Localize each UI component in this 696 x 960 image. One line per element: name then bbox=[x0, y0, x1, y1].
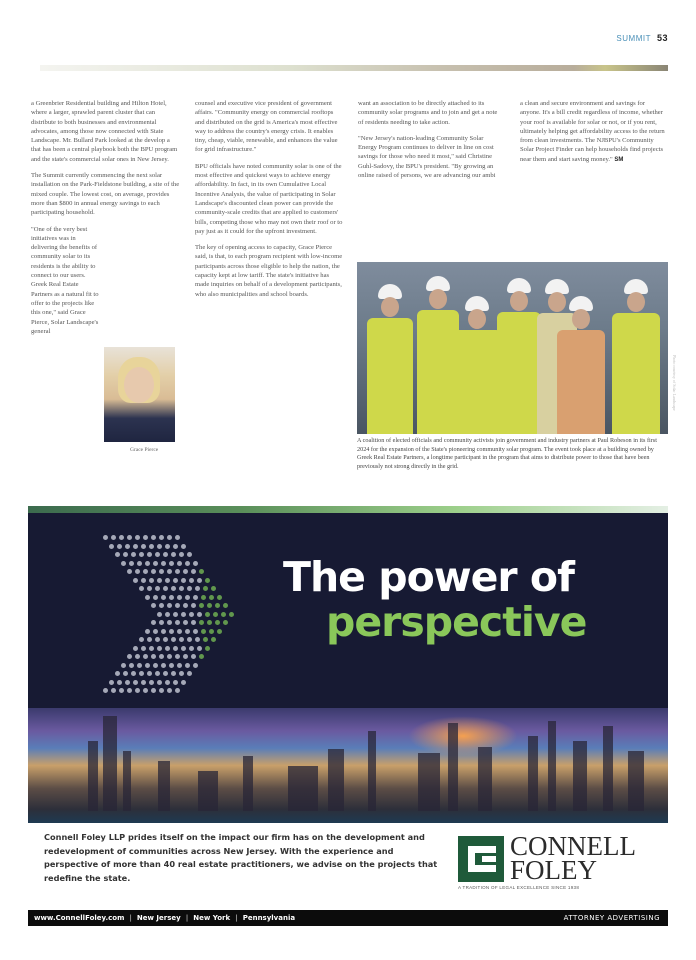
chevron-dot bbox=[145, 629, 150, 634]
skyline-building bbox=[328, 749, 344, 811]
chevron-dot bbox=[215, 620, 220, 625]
chevron-dot bbox=[157, 544, 162, 549]
chevron-dot bbox=[175, 654, 180, 659]
skyline-building bbox=[418, 753, 440, 811]
chevron-dot bbox=[165, 646, 170, 651]
chevron-dot bbox=[143, 654, 148, 659]
ad-headline-1: The power of bbox=[283, 553, 574, 601]
chevron-dot bbox=[195, 586, 200, 591]
chevron-dot bbox=[151, 688, 156, 693]
paragraph: BPU officials have noted community solar is one of the most effective and quickest ways to achieve energy affordability. In fact, in its own Cumulative Local Incentive Analysis, the value of participating in Solar Landscape's discounted clean power can provide the community-scale credits that are applied to customers' bills, competing those who may not own their roof or to pay just as it could for the upfront investment. bbox=[195, 162, 343, 235]
chevron-dot bbox=[179, 586, 184, 591]
chevron-dot bbox=[173, 680, 178, 685]
chevron-dot bbox=[209, 629, 214, 634]
chevron-dot bbox=[175, 603, 180, 608]
chevron-dot bbox=[125, 544, 130, 549]
chevron-dot bbox=[205, 578, 210, 583]
chevron-dot bbox=[177, 663, 182, 668]
chevron-dot bbox=[157, 578, 162, 583]
page-header bbox=[0, 0, 696, 80]
chevron-dot bbox=[189, 612, 194, 617]
chevron-dot bbox=[157, 646, 162, 651]
group-photo bbox=[357, 262, 668, 434]
chevron-dot bbox=[133, 578, 138, 583]
chevron-dot bbox=[135, 569, 140, 574]
header-rule bbox=[40, 65, 668, 71]
chevron-dot bbox=[205, 612, 210, 617]
chevron-dot bbox=[181, 646, 186, 651]
chevron-dot bbox=[197, 578, 202, 583]
chevron-dot bbox=[177, 595, 182, 600]
chevron-dot bbox=[145, 561, 150, 566]
chevron-dot bbox=[229, 612, 234, 617]
chevron-dot bbox=[203, 586, 208, 591]
chevron-dot bbox=[217, 629, 222, 634]
chevron-dot bbox=[165, 680, 170, 685]
article-column-3 bbox=[358, 99, 498, 187]
chevron-dot bbox=[145, 663, 150, 668]
paragraph: counsel and executive vice president of government affairs. "Community energy on commercial rooftops and distributed on the grid is America's most effective way to address the country's energy crisis. It enables tiny, cheap, viable, renewable, and enhances the value for grid infrastructure." bbox=[195, 100, 338, 154]
chevron-dot bbox=[151, 535, 156, 540]
chevron-dot bbox=[187, 671, 192, 676]
chevron-dot bbox=[165, 578, 170, 583]
chevron-dot bbox=[159, 603, 164, 608]
chevron-dot bbox=[171, 671, 176, 676]
chevron-dot bbox=[157, 680, 162, 685]
chevron-dot bbox=[185, 595, 190, 600]
chevron-dot bbox=[151, 620, 156, 625]
chevron-dot bbox=[147, 637, 152, 642]
skyline-building bbox=[448, 723, 458, 811]
logo-text-line-1: CONNELL bbox=[510, 831, 636, 861]
chevron-dot bbox=[191, 620, 196, 625]
skyline-building bbox=[158, 761, 170, 811]
chevron-dot bbox=[171, 637, 176, 642]
chevron-dot bbox=[201, 595, 206, 600]
skyline-building bbox=[123, 751, 131, 811]
chevron-dot bbox=[139, 552, 144, 557]
chevron-dot bbox=[187, 637, 192, 642]
skyline-building bbox=[603, 726, 613, 811]
chevron-dot bbox=[173, 578, 178, 583]
chevron-dot bbox=[181, 612, 186, 617]
paragraph: a clean and secure environment and savings for anyone. It's a bill credit regardless of income, whether your roof is available for solar or not, or if you rent, ultimately helping get affordability access to the return from clean investments. The NJBPU's Community Solar Project Finder can help households find projects near them and start saving money." bbox=[520, 100, 665, 163]
chevron-dot bbox=[161, 629, 166, 634]
ad-body-text: Connell Foley LLP prides itself on the impact our firm has on the development and redevelopment of communities across New Jersey. With the experience and perspective of more than 40 real estate practitioners, we advise on the projects that redefine the state. bbox=[44, 832, 438, 883]
chevron-dot bbox=[153, 595, 158, 600]
chevron-dot bbox=[187, 586, 192, 591]
chevron-dot bbox=[173, 544, 178, 549]
website-link[interactable]: www.ConnellFoley.com bbox=[34, 914, 125, 922]
skyline-building bbox=[548, 721, 556, 811]
skyline-building bbox=[103, 716, 117, 811]
chevron-dot bbox=[109, 544, 114, 549]
chevron-dot bbox=[149, 680, 154, 685]
chevron-dot bbox=[167, 620, 172, 625]
skyline-building bbox=[198, 771, 218, 811]
chevron-dot bbox=[123, 552, 128, 557]
logo-mark-icon bbox=[458, 836, 504, 882]
ad-headline-2: perspective bbox=[326, 598, 587, 646]
chevron-dot bbox=[129, 663, 134, 668]
chevron-dot bbox=[187, 552, 192, 557]
chevron-dot bbox=[191, 569, 196, 574]
chevron-dot bbox=[155, 552, 160, 557]
chevron-dot bbox=[183, 654, 188, 659]
chevron-dot bbox=[131, 552, 136, 557]
chevron-dot bbox=[193, 561, 198, 566]
chevron-dot bbox=[197, 646, 202, 651]
headshot-caption: Grace Pierce bbox=[130, 447, 159, 453]
skyline-building bbox=[478, 747, 492, 811]
skyline-building bbox=[88, 741, 98, 811]
chevron-dot bbox=[185, 663, 190, 668]
chevron-dot bbox=[111, 535, 116, 540]
chevron-dot bbox=[159, 620, 164, 625]
photo-caption: A coalition of elected officials and community activists join government and industry partners at Paul Robeson in its first 2024 for the expansion of the State's pioneering community solar program. The event took place at a building owned by Greek Real Estate Partners, a longtime participant in the program that aims to distribute power to those that have been previously not strong directly in the grid. bbox=[357, 437, 657, 470]
chevron-dot bbox=[141, 578, 146, 583]
photo-credit: Photo courtesy of Solar Landscape bbox=[672, 355, 677, 411]
chevron-dot bbox=[119, 688, 124, 693]
person-figure bbox=[612, 279, 660, 434]
page-number: 53 bbox=[656, 33, 668, 43]
chevron-dot bbox=[159, 688, 164, 693]
chevron-dot bbox=[207, 620, 212, 625]
chevron-dot bbox=[167, 688, 172, 693]
chevron-dot bbox=[167, 654, 172, 659]
chevron-dot bbox=[151, 654, 156, 659]
chevron-dot bbox=[193, 629, 198, 634]
chevron-dot bbox=[169, 595, 174, 600]
chevron-dot bbox=[123, 671, 128, 676]
chevron-dot bbox=[211, 586, 216, 591]
chevron-dot bbox=[181, 680, 186, 685]
chevron-dot bbox=[147, 671, 152, 676]
paragraph: a Greenbrier Residential building and Hilton Hotel, where a larger, sprawled parent cluster that can distribute to both businesses and environmental advocates, among those now connected with State Landscape. Mr. Bullard Park looked at the develop a that has been a central playbook both the BPU program and the state's commercial solar ones in New Jersey. bbox=[31, 100, 178, 163]
chevron-dot bbox=[117, 544, 122, 549]
chevron-dot bbox=[127, 569, 132, 574]
chevron-dot bbox=[147, 586, 152, 591]
person-figure bbox=[557, 296, 605, 434]
chevron-dot bbox=[173, 612, 178, 617]
person-figure bbox=[452, 296, 502, 434]
chevron-dot bbox=[199, 603, 204, 608]
chevron-dot bbox=[167, 603, 172, 608]
chevron-dot bbox=[199, 620, 204, 625]
connell-foley-logo bbox=[458, 831, 663, 891]
chevron-dot bbox=[133, 544, 138, 549]
chevron-dot bbox=[183, 569, 188, 574]
chevron-dot bbox=[137, 561, 142, 566]
chevron-dot bbox=[221, 612, 226, 617]
chevron-dot bbox=[183, 620, 188, 625]
article-column-2 bbox=[195, 99, 343, 306]
chevron-dot bbox=[119, 535, 124, 540]
chevron-dot bbox=[163, 586, 168, 591]
chevron-dot bbox=[177, 629, 182, 634]
chevron-dot bbox=[159, 654, 164, 659]
chevron-dot bbox=[161, 595, 166, 600]
chevron-dot bbox=[169, 663, 174, 668]
folio bbox=[616, 33, 668, 43]
chevron-dot bbox=[125, 680, 130, 685]
chevron-dot bbox=[207, 603, 212, 608]
chevron-dot bbox=[175, 688, 180, 693]
chevron-dot bbox=[191, 654, 196, 659]
chevron-dot bbox=[203, 637, 208, 642]
chevron-dot bbox=[129, 561, 134, 566]
chevron-dot bbox=[127, 654, 132, 659]
chevron-dot bbox=[179, 552, 184, 557]
chevron-dot bbox=[141, 544, 146, 549]
section-name: SUMMIT bbox=[616, 34, 651, 43]
chevron-dot bbox=[151, 569, 156, 574]
paragraph: "New Jersey's nation-leading Community Solar Energy Program continues to deliver in line on cost savings for those who need it most," said Christine Guhl-Sadovy, the BPU's president. "By growing an online raised of persons, we are advancing our ambi bbox=[358, 134, 496, 180]
chevron-dot bbox=[139, 586, 144, 591]
chevron-dot bbox=[171, 552, 176, 557]
attorney-advertising-label: ATTORNEY ADVERTISING bbox=[563, 914, 660, 922]
person-figure bbox=[497, 278, 541, 434]
chevron-dot bbox=[137, 663, 142, 668]
ad-footer-bar: www.ConnellFoley.com | New Jersey | New York | Pennsylvania ATTORNEY ADVERTISING bbox=[28, 910, 668, 926]
chevron-dot bbox=[175, 620, 180, 625]
chevron-dot bbox=[209, 595, 214, 600]
ad-top-stripe bbox=[28, 506, 668, 513]
chevron-dot bbox=[103, 535, 108, 540]
chevron-dot bbox=[223, 603, 228, 608]
chevron-dot bbox=[191, 603, 196, 608]
chevron-dot bbox=[171, 586, 176, 591]
chevron-dot bbox=[213, 612, 218, 617]
chevron-dot bbox=[139, 637, 144, 642]
person-figure bbox=[367, 284, 413, 434]
chevron-dot bbox=[115, 552, 120, 557]
chevron-dot bbox=[103, 688, 108, 693]
skyline-building bbox=[368, 731, 376, 811]
chevron-dot bbox=[185, 629, 190, 634]
chevron-dot bbox=[135, 654, 140, 659]
chevron-dot bbox=[133, 680, 138, 685]
chevron-dot bbox=[223, 620, 228, 625]
headshot-photo bbox=[104, 347, 175, 442]
skyline-building bbox=[628, 751, 644, 811]
chevron-dot bbox=[151, 603, 156, 608]
chevron-dot bbox=[163, 552, 168, 557]
chevron-dot bbox=[149, 578, 154, 583]
chevron-dot bbox=[159, 535, 164, 540]
chevron-dot bbox=[109, 680, 114, 685]
connell-foley-ad[interactable] bbox=[28, 506, 668, 926]
chevron-dot bbox=[179, 671, 184, 676]
chevron-dot bbox=[163, 671, 168, 676]
chevron-dot bbox=[211, 637, 216, 642]
chevron-dot bbox=[205, 646, 210, 651]
location-new-york: New York bbox=[193, 914, 231, 922]
chevron-dot bbox=[197, 612, 202, 617]
city-skyline-image bbox=[28, 708, 668, 823]
paragraph: want an association to be directly attached to its community solar programs and to join and get a note of residents needing to take action. bbox=[358, 100, 498, 126]
chevron-dot bbox=[155, 637, 160, 642]
chevron-dot bbox=[169, 629, 174, 634]
chevron-dot bbox=[175, 569, 180, 574]
chevron-dot bbox=[153, 629, 158, 634]
chevron-dot bbox=[127, 535, 132, 540]
chevron-dot bbox=[185, 561, 190, 566]
end-mark: SM bbox=[614, 156, 624, 163]
chevron-dot bbox=[181, 578, 186, 583]
dotted-chevron-graphic bbox=[103, 535, 263, 700]
chevron-dot bbox=[147, 552, 152, 557]
chevron-dot bbox=[189, 646, 194, 651]
chevron-dot bbox=[155, 586, 160, 591]
chevron-dot bbox=[115, 671, 120, 676]
chevron-dot bbox=[179, 637, 184, 642]
location-pennsylvania: Pennsylvania bbox=[242, 914, 296, 922]
chevron-dot bbox=[181, 544, 186, 549]
chevron-dot bbox=[217, 595, 222, 600]
location-new-jersey: New Jersey bbox=[136, 914, 181, 922]
chevron-dot bbox=[153, 561, 158, 566]
chevron-dot bbox=[161, 663, 166, 668]
chevron-dot bbox=[121, 561, 126, 566]
chevron-dot bbox=[169, 561, 174, 566]
paragraph: "One of the very best initiatives was in delivering the benefits of community solar to its residents is the ability to connect to our users. Greek Real Estate Partners as a natural fit to offer to the projects like this one," said Grace Pierce, Solar Landscape's general bbox=[31, 225, 99, 335]
chevron-dot bbox=[161, 561, 166, 566]
chevron-dot bbox=[111, 688, 116, 693]
chevron-dot bbox=[153, 663, 158, 668]
chevron-dot bbox=[183, 603, 188, 608]
chevron-dot bbox=[193, 595, 198, 600]
paragraph: The key of opening access to capacity, Grace Pierce said, is that, to each program recipient with low-income participants across those eligible to help the nation, the capacity kept at low tariff. The state's initiative has made inquiries on behalf of a development participants, who also municipalities and school boards. bbox=[195, 244, 343, 298]
chevron-dot bbox=[167, 535, 172, 540]
skyline-building bbox=[573, 741, 587, 811]
chevron-dot bbox=[155, 671, 160, 676]
chevron-dot bbox=[143, 535, 148, 540]
chevron-dot bbox=[199, 569, 204, 574]
chevron-dot bbox=[199, 654, 204, 659]
chevron-dot bbox=[141, 646, 146, 651]
chevron-dot bbox=[163, 637, 168, 642]
chevron-dot bbox=[145, 595, 150, 600]
chevron-dot bbox=[143, 688, 148, 693]
chevron-dot bbox=[149, 544, 154, 549]
chevron-dot bbox=[157, 612, 162, 617]
skyline-building bbox=[528, 736, 538, 811]
chevron-dot bbox=[135, 535, 140, 540]
chevron-dot bbox=[127, 688, 132, 693]
chevron-dot bbox=[165, 612, 170, 617]
chevron-dot bbox=[167, 569, 172, 574]
chevron-dot bbox=[139, 671, 144, 676]
ad-hero bbox=[28, 513, 668, 708]
logo-tagline: A TRADITION OF LEGAL EXCELLENCE SINCE 1938 bbox=[458, 885, 580, 890]
chevron-dot bbox=[201, 629, 206, 634]
chevron-dot bbox=[193, 663, 198, 668]
chevron-dot bbox=[159, 569, 164, 574]
chevron-dot bbox=[131, 671, 136, 676]
skyline-building bbox=[288, 766, 318, 811]
chevron-dot bbox=[141, 680, 146, 685]
article-column-4 bbox=[520, 99, 665, 172]
chevron-dot bbox=[189, 578, 194, 583]
chevron-dot bbox=[121, 663, 126, 668]
chevron-dot bbox=[165, 544, 170, 549]
chevron-dot bbox=[133, 646, 138, 651]
chevron-dot bbox=[117, 680, 122, 685]
chevron-dot bbox=[135, 688, 140, 693]
chevron-dot bbox=[177, 561, 182, 566]
article-column-1 bbox=[31, 99, 181, 343]
chevron-dot bbox=[195, 637, 200, 642]
chevron-dot bbox=[149, 646, 154, 651]
skyline-building bbox=[243, 756, 253, 811]
chevron-dot bbox=[215, 603, 220, 608]
paragraph: The Summit currently commencing the next solar installation on the Park-Fieldstone building, a site of the mixed couple. The lowest cost, on average, provides more than $800 in annual energy savings to each participating household. bbox=[31, 172, 180, 217]
chevron-dot bbox=[143, 569, 148, 574]
chevron-dot bbox=[175, 535, 180, 540]
chevron-dot bbox=[173, 646, 178, 651]
logo-text-line-2: FOLEY bbox=[510, 855, 597, 885]
